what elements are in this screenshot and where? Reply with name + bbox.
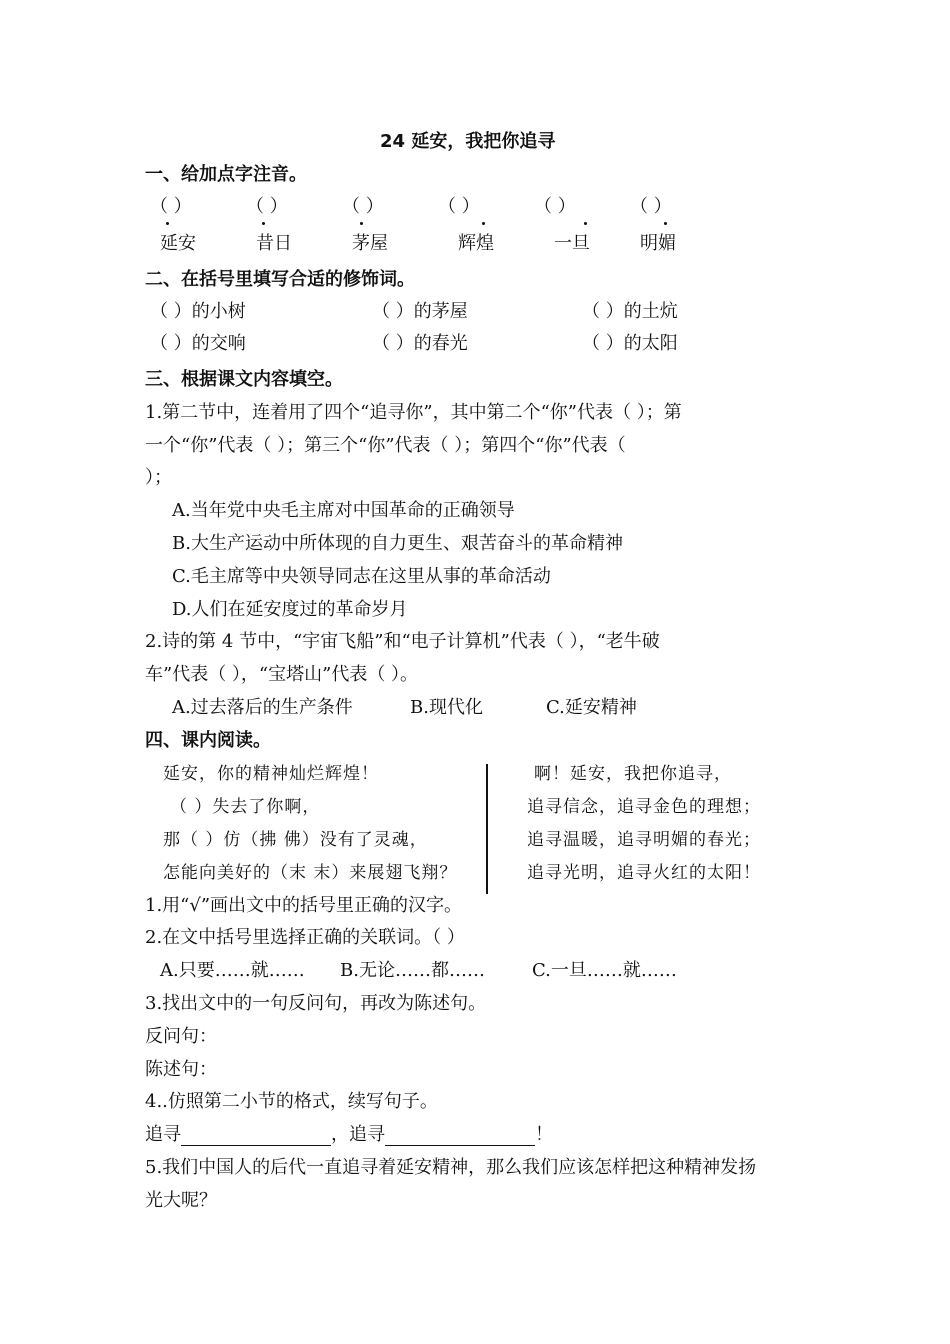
question-4-4: 4..仿照第二小节的格式，续写句子。 xyxy=(145,1091,438,1112)
section-heading-1: 一、给加点字注音。 xyxy=(145,164,307,185)
question-3-1-line: 一个“你”代表（ ）；第三个“你”代表（ ）；第四个“你”代表（ xyxy=(145,435,626,456)
poem-line: 怎能向美好的（末 末）来展翅飞翔？ xyxy=(163,863,458,883)
question-4-1: 1.用“√”画出文中的括号里正确的汉字。 xyxy=(145,895,463,916)
pinyin-blank[interactable]: （ ） xyxy=(150,196,192,217)
page-title: 24 延安，我把你追寻 xyxy=(380,131,556,152)
continue-sentence-row xyxy=(145,1120,553,1146)
question-4-5-line: 光大呢？ xyxy=(145,1190,217,1211)
emphasis-dot xyxy=(482,222,485,225)
poem-line: 那（ ）仿（拂 佛）没有了灵魂， xyxy=(163,830,428,850)
option: B.大生产运动中所体现的自力更生、艰苦奋斗的革命精神 xyxy=(172,533,623,554)
statement-label: 陈述句： xyxy=(145,1059,217,1080)
poem-line: 追寻光明，追寻火红的太阳！ xyxy=(527,863,761,883)
answer-blank[interactable] xyxy=(385,1127,535,1146)
pinyin-blank[interactable]: （ ） xyxy=(534,196,576,217)
end: ！ xyxy=(535,1124,553,1145)
option: C.一旦……就…… xyxy=(532,960,677,981)
pinyin-blank[interactable]: （ ） xyxy=(342,196,384,217)
rhetorical-label: 反问句： xyxy=(145,1026,217,1047)
emphasis-dot xyxy=(664,222,667,225)
mid: ，追寻 xyxy=(331,1124,385,1145)
question-3-1-line: 1.第二节中，连着用了四个“追寻你”，其中第二个“你”代表（ ）；第 xyxy=(145,402,682,423)
section-heading-3: 三、根据课文内容填空。 xyxy=(145,369,343,390)
section-heading-4: 四、课内阅读。 xyxy=(145,730,271,751)
pinyin-blank[interactable]: （ ） xyxy=(246,196,288,217)
option: B.无论……都…… xyxy=(340,960,485,981)
question-4-5-line: 5.我们中国人的后代一直追寻着延安精神，那么我们应该怎样把这种精神发扬 xyxy=(145,1157,757,1178)
word: 昔日 xyxy=(256,233,292,254)
poem-divider xyxy=(486,764,488,894)
question-4-2: 2.在文中括号里选择正确的关联词。（ ） xyxy=(145,927,465,948)
option: D.人们在延安度过的革命岁月 xyxy=(172,599,408,620)
emphasis-dot xyxy=(262,222,265,225)
section-heading-2: 二、在括号里填写合适的修饰词。 xyxy=(145,269,415,290)
emphasis-dot xyxy=(360,222,363,225)
question-4-3: 3.找出文中的一句反问句，再改为陈述句。 xyxy=(145,993,487,1014)
option: A.只要……就…… xyxy=(160,960,305,981)
question-3-2-line: 2.诗的第 4 节中，“宇宙飞船”和“电子计算机”代表（ ），“老牛破 xyxy=(145,631,660,652)
modifier-blank[interactable]: （ ）的茅屋 xyxy=(372,301,468,322)
modifier-blank[interactable]: （ ）的交响 xyxy=(150,333,246,354)
emphasis-dot xyxy=(166,222,169,225)
poem-line: 啊！延安，我把你追寻， xyxy=(534,764,732,784)
emphasis-dot xyxy=(584,222,587,225)
word: 茅屋 xyxy=(352,233,388,254)
option: A.当年党中央毛主席对中国革命的正确领导 xyxy=(172,500,515,521)
modifier-blank[interactable]: （ ）的太阳 xyxy=(582,333,678,354)
answer-blank[interactable] xyxy=(181,1127,331,1146)
modifier-blank[interactable]: （ ）的春光 xyxy=(372,333,468,354)
prefix: 追寻 xyxy=(145,1124,181,1145)
question-3-1-line: ）； xyxy=(145,467,172,488)
pinyin-blank[interactable]: （ ） xyxy=(438,196,480,217)
option: C.毛主席等中央领导同志在这里从事的革命活动 xyxy=(172,566,551,587)
option: B.现代化 xyxy=(410,697,483,718)
word: 一旦 xyxy=(554,233,590,254)
poem-line: （ ）失去了你啊， xyxy=(170,797,321,817)
word: 明媚 xyxy=(640,233,676,254)
option: A.过去落后的生产条件 xyxy=(172,697,353,718)
poem-line: 追寻信念，追寻金色的理想； xyxy=(527,797,761,817)
poem-line: 追寻温暖，追寻明媚的春光； xyxy=(527,830,761,850)
question-3-2-line: 车”代表（ ），“宝塔山”代表（ ）。 xyxy=(145,664,419,685)
poem-line: 延安，你的精神灿烂辉煌！ xyxy=(163,764,379,784)
pinyin-blank[interactable]: （ ） xyxy=(630,196,672,217)
option: C.延安精神 xyxy=(546,697,637,718)
modifier-blank[interactable]: （ ）的小树 xyxy=(150,301,246,322)
modifier-blank[interactable]: （ ）的土炕 xyxy=(582,301,678,322)
word: 辉煌 xyxy=(458,233,494,254)
word: 延安 xyxy=(160,233,196,254)
